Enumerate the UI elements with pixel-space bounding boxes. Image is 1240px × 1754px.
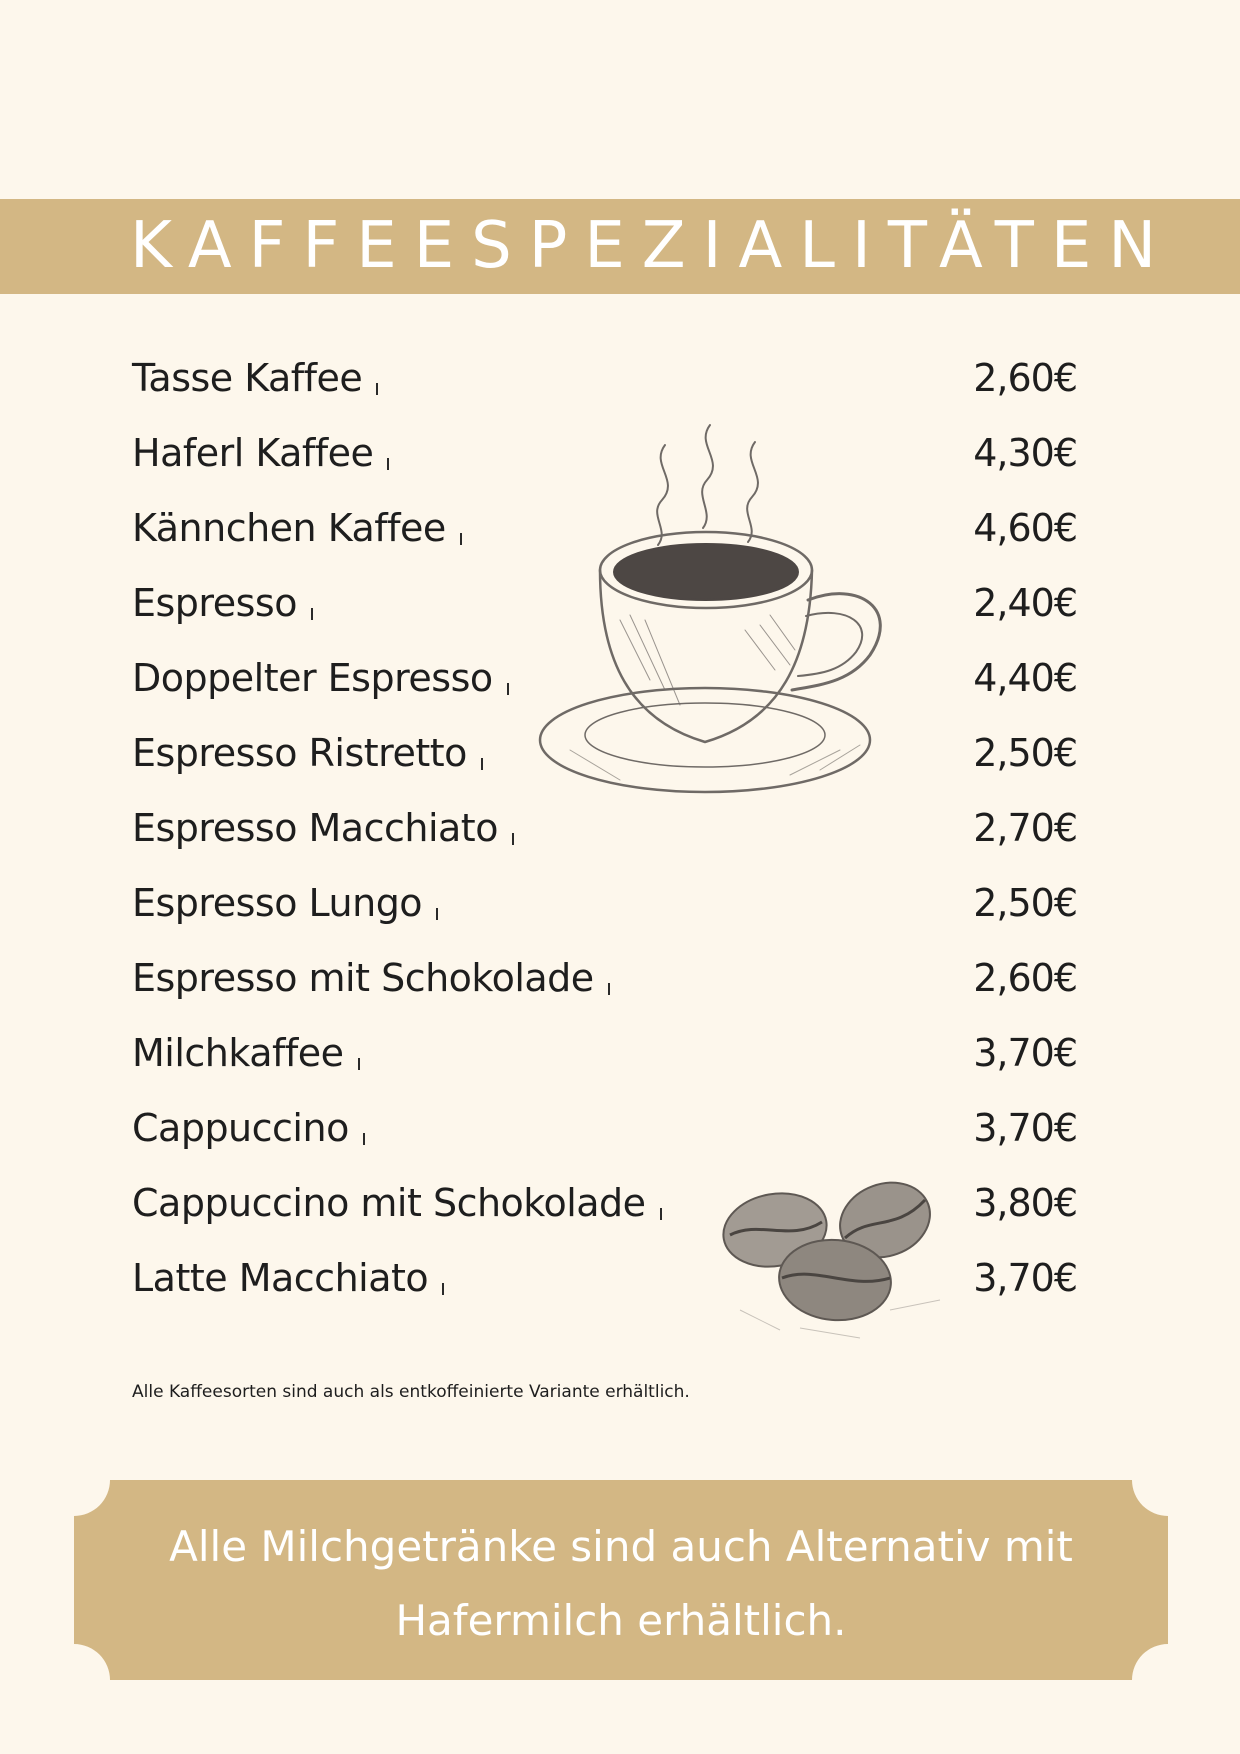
menu-list	[132, 340, 1077, 1315]
menu-item	[132, 865, 1077, 940]
menu-item-price: 3,80€	[973, 1180, 1077, 1225]
item-marker	[460, 533, 462, 545]
menu-item	[132, 640, 1077, 715]
menu-item-price: 3,70€	[973, 1105, 1077, 1150]
menu-item	[132, 1015, 1077, 1090]
menu-item-price: 4,30€	[973, 430, 1077, 475]
item-marker	[660, 1208, 662, 1220]
menu-item	[132, 1090, 1077, 1165]
menu-item-name: Espresso Ristretto	[132, 730, 467, 775]
menu-item-price: 2,40€	[973, 580, 1077, 625]
menu-item-name: Tasse Kaffee	[132, 355, 363, 400]
menu-item-name: Latte Macchiato	[132, 1255, 429, 1300]
menu-item-price: 3,70€	[973, 1030, 1077, 1075]
page-title: KAFFEESPEZIALITÄTEN	[130, 209, 1174, 283]
item-marker	[311, 608, 313, 620]
menu-item	[132, 565, 1077, 640]
banner-text	[74, 1510, 1168, 1658]
footnote: Alle Kaffeesorten sind auch als entkoffeinierte Variante erhältlich.	[132, 1382, 690, 1402]
menu-item-name: Doppelter Espresso	[132, 655, 493, 700]
menu-item-name: Milchkaffee	[132, 1030, 344, 1075]
menu-item-price: 4,40€	[973, 655, 1077, 700]
menu-item	[132, 715, 1077, 790]
banner-line-2: Hafermilch erhältlich.	[395, 1596, 847, 1645]
menu-item	[132, 940, 1077, 1015]
item-marker	[436, 908, 438, 920]
menu-item-name: Espresso mit Schokolade	[132, 955, 594, 1000]
item-marker	[512, 833, 514, 845]
item-marker	[376, 383, 378, 395]
menu-item-name: Cappuccino	[132, 1105, 349, 1150]
menu-item-price: 2,50€	[973, 880, 1077, 925]
menu-item-name: Kännchen Kaffee	[132, 505, 446, 550]
menu-item-name: Haferl Kaffee	[132, 430, 374, 475]
item-marker	[363, 1133, 365, 1145]
menu-item	[132, 1240, 1077, 1315]
item-marker	[507, 683, 509, 695]
menu-item	[132, 415, 1077, 490]
menu-item-price: 2,60€	[973, 355, 1077, 400]
menu-item-name: Espresso Macchiato	[132, 805, 498, 850]
menu-item-price: 3,70€	[973, 1255, 1077, 1300]
item-marker	[481, 758, 483, 770]
menu-item-price: 4,60€	[973, 505, 1077, 550]
menu-item-name: Espresso	[132, 580, 297, 625]
menu-item-price: 2,70€	[973, 805, 1077, 850]
menu-item	[132, 340, 1077, 415]
menu-item	[132, 790, 1077, 865]
menu-item	[132, 1165, 1077, 1240]
hafermilch-banner	[74, 1480, 1168, 1680]
menu-item-price: 2,60€	[973, 955, 1077, 1000]
menu-item-name: Cappuccino mit Schokolade	[132, 1180, 646, 1225]
menu-item	[132, 490, 1077, 565]
banner-line-1: Alle Milchgetränke sind auch Alternativ mit	[169, 1522, 1073, 1571]
item-marker	[358, 1058, 360, 1070]
item-marker	[608, 983, 610, 995]
menu-item-name: Espresso Lungo	[132, 880, 423, 925]
item-marker	[387, 458, 389, 470]
item-marker	[442, 1283, 444, 1295]
menu-item-price: 2,50€	[973, 730, 1077, 775]
